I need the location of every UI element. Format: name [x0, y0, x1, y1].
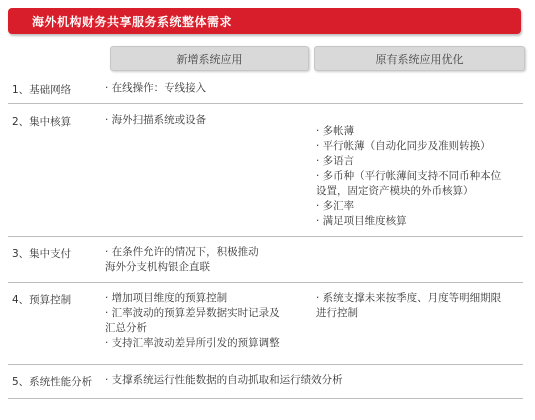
list-item: · 系统支撑未来按季度、月度等明细期限 — [316, 292, 502, 304]
list-item: · 在条件允许的情况下，积极推动 — [105, 246, 259, 258]
row-2-existing-apps — [316, 124, 501, 229]
row-label-central-accounting: 2、集中核算 — [12, 116, 72, 128]
list-item: · 平行帐薄（自动化同步及准则转换） — [316, 140, 491, 152]
list-item: · 多语言 — [316, 155, 355, 167]
row-divider — [8, 282, 523, 283]
title-bar — [8, 8, 521, 34]
row-label-system-performance: 5、系统性能分析 — [12, 376, 93, 388]
row-divider — [8, 364, 523, 365]
row-divider — [8, 103, 523, 104]
list-item: · 增加项目维度的预算控制 — [105, 292, 228, 304]
list-item: · 支持汇率波动差异所引发的预算调整 — [105, 337, 280, 349]
row-3-new-apps — [105, 245, 259, 275]
column-header-new-apps: 新增系统应用 — [110, 46, 309, 71]
row-4-new-apps — [105, 291, 280, 351]
list-item: 设置，固定资产模块的外币核算） — [316, 185, 474, 197]
row-1-new-apps — [105, 81, 206, 96]
page-title: 海外机构财务共享服务系统整体需求 — [32, 15, 233, 29]
row-4-existing-apps — [316, 291, 501, 321]
list-item: 汇总分析 — [105, 322, 147, 334]
row-2-new-apps — [105, 113, 206, 128]
list-item: · 多帐薄 — [316, 125, 355, 137]
row-divider — [8, 398, 523, 399]
row-label-budget-control: 4、预算控制 — [12, 294, 72, 306]
list-item: · 支撑系统运行性能数据的自动抓取和运行绩效分析 — [105, 374, 343, 386]
list-item: · 在线操作：专线接入 — [105, 82, 207, 94]
row-5-new-apps — [105, 373, 343, 388]
row-label-basic-network: 1、基础网络 — [12, 84, 72, 96]
list-item: · 满足项目维度核算 — [316, 215, 407, 227]
list-item: 海外分支机构银企直联 — [105, 261, 210, 273]
row-label-central-payment: 3、集中支付 — [12, 248, 72, 260]
list-item: 进行控制 — [316, 307, 358, 319]
row-divider — [8, 236, 523, 237]
list-item: · 海外扫描系统或设备 — [105, 114, 207, 126]
list-item: · 多汇率 — [316, 200, 355, 212]
list-item: · 汇率波动的预算差异数据实时记录及 — [105, 307, 280, 319]
list-item: · 多币种（平行帐薄间支持不同币种本位 — [316, 170, 502, 182]
column-header-existing-apps: 原有系统应用优化 — [314, 46, 525, 71]
